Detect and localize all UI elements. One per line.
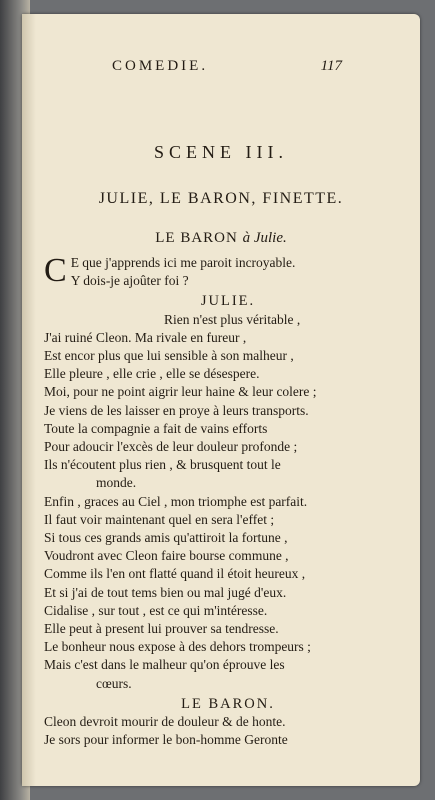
verse-line: Pour adoucir l'excès de leur douleur profonde ; bbox=[44, 439, 298, 455]
verse-line: Est encor plus que lui sensible à son malheur , bbox=[44, 348, 294, 364]
verse-line: J'ai ruiné Cleon. Ma rivale en fureur , bbox=[44, 329, 247, 345]
running-head: COMEDIE. bbox=[112, 58, 209, 74]
speaker-name: JULIE. bbox=[200, 293, 256, 310]
verse-line: Cleon devroit mourir de douleur & de honte. bbox=[44, 714, 286, 730]
verse-line: Toute la compagnie a fait de vains efforts bbox=[44, 420, 268, 436]
verse-line: Si tous ces grands amis qu'attiroit la fortune , bbox=[44, 530, 288, 546]
verse-line: Y dois-je ajoûter foi ? bbox=[70, 273, 189, 289]
page-binding-edge bbox=[22, 14, 36, 786]
verse-line: Je viens de les laisser en proye à leurs transports. bbox=[44, 402, 309, 418]
page-number: 117 bbox=[320, 58, 342, 74]
verse-line: Ils n'écoutent plus rien , & brusquent tout le bbox=[44, 457, 281, 473]
verse-line: Elle pleure , elle crie , elle se désespere. bbox=[44, 366, 260, 382]
verse-line: Il faut voir maintenant quel en sera l'effet ; bbox=[44, 511, 275, 527]
drop-cap: C bbox=[44, 252, 67, 289]
page-header bbox=[22, 58, 420, 78]
first-speaker-addressee: à Julie. bbox=[242, 230, 287, 246]
verse-line: Le bonheur nous expose à des dehors trompeurs ; bbox=[44, 639, 311, 655]
verse-line: Je sors pour informer le bon-homme Geronte bbox=[44, 732, 288, 748]
verse-continuation: cœurs. bbox=[96, 675, 132, 691]
verse-line: Rien n'est plus véritable , bbox=[164, 311, 301, 327]
first-speaker-heading bbox=[22, 230, 420, 247]
play-text bbox=[44, 246, 412, 749]
verse-line: Enfin , graces au Ciel , mon triomphe est parfait. bbox=[44, 493, 308, 509]
verse-line: C E que j'apprends ici me paroit incroyable. bbox=[44, 252, 296, 289]
scene-title: SCENE III. bbox=[154, 142, 288, 162]
book-page bbox=[22, 14, 420, 786]
verse-line: Moi, pour ne point aigrir leur haine & leur colere ; bbox=[44, 384, 317, 400]
verse-line: Mais c'est dans le malheur qu'on éprouve les bbox=[44, 657, 285, 673]
verse-line: Elle peut à present lui prouver sa tendresse. bbox=[44, 621, 279, 637]
verse-line: Comme ils l'en ont flatté quand il étoit heureux , bbox=[44, 566, 306, 582]
speaker-name: LE BARON. bbox=[181, 695, 275, 712]
verse-line: Et si j'ai de tout tems bien ou mal jugé d'eux. bbox=[44, 584, 287, 600]
verse-continuation: monde. bbox=[96, 475, 137, 491]
scene-characters: JULIE, LE BARON, FINETTE. bbox=[98, 190, 344, 207]
verse-line: Voudront avec Cleon faire bourse commune , bbox=[44, 548, 289, 564]
verse-line: Cidalise , sur tout , est ce qui m'intéresse. bbox=[44, 602, 268, 618]
first-speaker-name: LE BARON bbox=[155, 230, 238, 246]
